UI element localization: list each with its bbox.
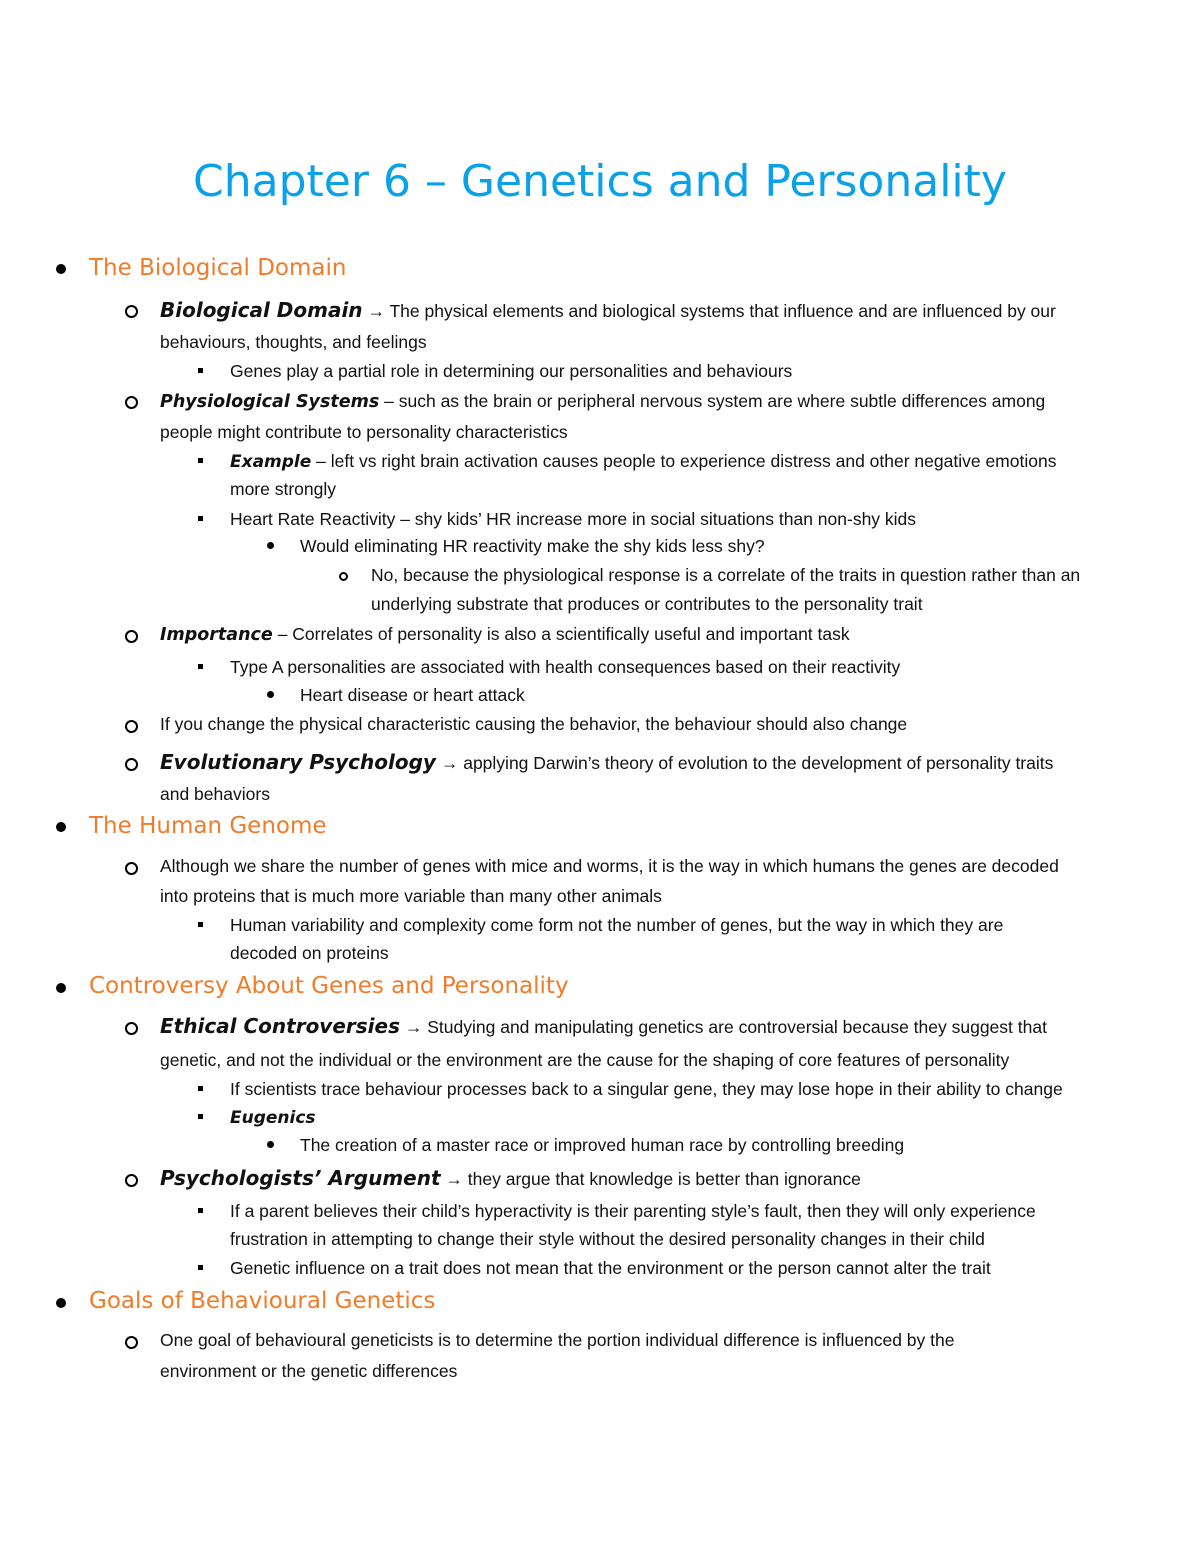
bullet-circle <box>125 862 138 875</box>
bullet-square <box>198 1086 203 1091</box>
item-physiological: Physiological Systems – such as the brain or peripheral nervous system are where subtle differences among <box>160 391 1046 412</box>
bullet-circle <box>125 396 138 409</box>
item-physiological-cont: people might contribute to personality characteristics <box>160 422 568 442</box>
item-ethical: Ethical Controversies → Studying and manipulating genetics are controversial because they suggest that <box>160 1014 1047 1038</box>
item-ethical-cont: genetic, and not the individual or the environment are the cause for the shaping of core features of personality <box>160 1050 1010 1070</box>
section-heading-goals: Goals of Behavioural Genetics <box>89 1288 436 1314</box>
item-parent: If a parent believes their child’s hyperactivity is their parenting style’s fault, then they will only experience <box>230 1201 1036 1221</box>
bullet-circle <box>125 1174 138 1187</box>
bullet-square <box>198 922 203 927</box>
item-heart-rate: Heart Rate Reactivity – shy kids’ HR increase more in social situations than non-shy kids <box>230 509 917 529</box>
item-genes: Genes play a partial role in determining our personalities and behaviours <box>230 361 793 381</box>
item-type-a: Type A personalities are associated with health consequences based on their reactivity <box>230 657 901 677</box>
bullet-square <box>198 1114 203 1119</box>
item-genetic-influence: Genetic influence on a trait does not mean that the environment or the person cannot alter the trait <box>230 1258 991 1278</box>
item-human-variability-cont: decoded on proteins <box>230 943 389 963</box>
item-biological-domain-cont: behaviours, thoughts, and feelings <box>160 332 427 352</box>
bullet-circle <box>125 1336 138 1349</box>
item-eugenics: Eugenics <box>230 1108 316 1128</box>
item-although: Although we share the number of genes with mice and worms, it is the way in which humans the genes are decoded <box>160 856 1059 876</box>
bullet-disc-small <box>267 1141 274 1148</box>
section-heading-controversy: Controversy About Genes and Personality <box>89 973 569 999</box>
bullet-disc <box>56 983 66 993</box>
item-no-because-cont: underlying substrate that produces or contributes to the personality trait <box>371 594 923 614</box>
bullet-circle <box>125 1022 138 1035</box>
item-evolutionary: Evolutionary Psychology → applying Darwin’s theory of evolution to the development of personality traits <box>160 750 1054 774</box>
bullet-circle <box>125 758 138 771</box>
bullet-disc <box>56 1298 66 1308</box>
bullet-disc-small <box>267 542 274 549</box>
section-heading-biological: The Biological Domain <box>89 255 347 281</box>
bullet-circle-small <box>339 572 348 581</box>
bullet-circle <box>125 720 138 733</box>
item-heart-disease: Heart disease or heart attack <box>300 685 525 705</box>
bullet-square <box>198 1208 203 1213</box>
item-evolutionary-cont: and behaviors <box>160 784 270 804</box>
item-psychologists-argument: Psychologists’ Argument → they argue that knowledge is better than ignorance <box>160 1166 861 1190</box>
bullet-circle <box>125 630 138 643</box>
bullet-square <box>198 664 203 669</box>
item-goal: One goal of behavioural geneticists is to determine the portion individual difference is influenced by the <box>160 1330 955 1350</box>
item-example: Example – left vs right brain activation causes people to experience distress and other negative emotions <box>230 451 1057 472</box>
bullet-disc-small <box>267 691 274 698</box>
item-importance: Importance – Correlates of personality is also a scientifically useful and important task <box>160 624 850 645</box>
item-parent-cont: frustration in attempting to change their style without the desired personality changes in their child <box>230 1229 985 1249</box>
item-human-variability: Human variability and complexity come form not the number of genes, but the way in which they are <box>230 915 1004 935</box>
item-change: If you change the physical characteristic causing the behavior, the behaviour should also change <box>160 714 908 734</box>
item-master-race: The creation of a master race or improved human race by controlling breeding <box>300 1135 905 1155</box>
bullet-disc <box>56 264 66 274</box>
item-goal-cont: environment or the genetic differences <box>160 1361 458 1381</box>
item-scientists-trace: If scientists trace behaviour processes back to a singular gene, they may lose hope in their ability to change <box>230 1079 1063 1099</box>
item-biological-domain: Biological Domain → The physical elements and biological systems that influence and are influenced by our <box>160 298 1056 322</box>
section-heading-genome: The Human Genome <box>89 813 327 839</box>
bullet-disc <box>56 822 66 832</box>
item-would-eliminating: Would eliminating HR reactivity make the shy kids less shy? <box>300 536 765 556</box>
bullet-square <box>198 1265 203 1270</box>
page-title: Chapter 6 – Genetics and Personality <box>193 156 1007 207</box>
item-example-cont: more strongly <box>230 479 337 499</box>
bullet-square <box>198 458 203 463</box>
bullet-square <box>198 516 203 521</box>
item-although-cont: into proteins that is much more variable than many other animals <box>160 886 662 906</box>
bullet-square <box>198 368 203 373</box>
item-no-because: No, because the physiological response is a correlate of the traits in question rather than an <box>371 565 1081 585</box>
bullet-circle <box>125 305 138 318</box>
